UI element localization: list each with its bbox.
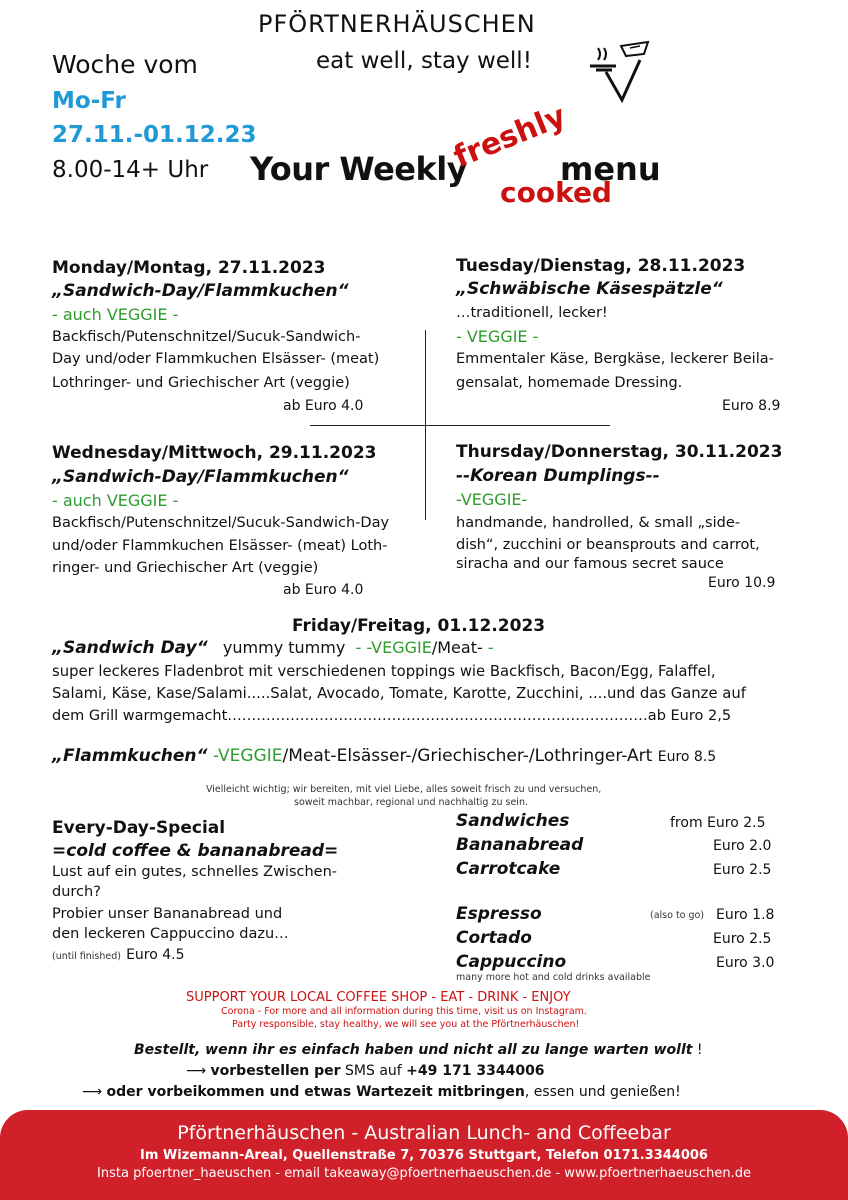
friday-line: dem Grill warmgemacht……………………………………………………………………………ab Euro 2,5 — [52, 708, 732, 724]
thursday-line: handmande, handrolled, & small „side- — [456, 515, 740, 531]
special-until: (until finished) — [52, 951, 121, 962]
friday-heading: Friday/Freitag, 01.12.2023 — [292, 616, 546, 636]
item-price: Euro 2.5 — [713, 931, 772, 947]
support-line: Corona - For more and all information during this time, visit us on Instagram. — [221, 1006, 587, 1017]
order-line-2 — [186, 1063, 545, 1079]
order-text: Bestellt, wenn ihr es einfach haben und nicht all zu lange warten wollt — [134, 1042, 693, 1058]
friday-line: super leckeres Fladenbrot mit verschiedenen toppings wie Backfisch, Bacon/Egg, Falaffel, — [52, 663, 716, 680]
arrow-right-icon: ⟶ — [186, 1063, 207, 1079]
footer-banner — [0, 1110, 848, 1200]
special-line: Probier unser Bananabread und — [52, 906, 283, 922]
monday-veggie: - auch VEGGIE - — [52, 305, 179, 324]
flammkuchen-dish: „Flammkuchen“ — [52, 746, 208, 766]
week-days: Mo-Fr — [52, 88, 126, 114]
friday-dish: „Sandwich Day“ — [52, 638, 208, 658]
special-price: Euro 4.5 — [126, 947, 185, 963]
wednesday-veggie: - auch VEGGIE - — [52, 491, 179, 510]
weekly-title: Your Weekly — [250, 150, 468, 188]
order-preorder: vorbestellen per — [210, 1063, 341, 1079]
thursday-line: dish“, zucchini or beansprouts and carrot, — [456, 537, 760, 553]
freshly-label: freshly — [448, 98, 571, 175]
support-title: SUPPORT YOUR LOCAL COFFEE SHOP - EAT - DRINK - ENJOY — [186, 990, 571, 1005]
footer-address: Im Wizemann-Areal, Quellenstraße 7, 70376 Stuttgart, Telefon 0171.3344006 — [140, 1148, 708, 1163]
cooked-label: cooked — [500, 176, 612, 209]
horizontal-divider — [310, 425, 610, 426]
order-text-end: ! — [692, 1042, 703, 1058]
tuesday-dish: „Schwäbische Käsespätzle“ — [456, 279, 723, 299]
item-name: Cappuccino — [456, 952, 567, 972]
wednesday-price: ab Euro 4.0 — [283, 582, 364, 598]
order-phone: +49 171 3344006 — [406, 1063, 545, 1079]
week-label: Woche vom — [52, 50, 198, 79]
friday-meat: /Meat- — [431, 638, 483, 657]
thursday-line: siracha and our famous secret sauce — [456, 556, 724, 572]
tuesday-intro: …traditionell, lecker! — [456, 305, 608, 321]
flammkuchen-price: Euro 8.5 — [657, 749, 717, 765]
tuesday-veggie: - VEGGIE - — [456, 327, 539, 346]
order-walkin: oder vorbeikommen und etwas Wartezeit mitbringen — [106, 1084, 525, 1100]
monday-heading: Monday/Montag, 27.11.2023 — [52, 258, 326, 278]
footer-contact: Insta pfoertner_haeuschen - email takeaway@pfoertnerhaeuschen.de - www.pfoertnerhaeuschen.de — [97, 1166, 751, 1181]
special-line: Lust auf ein gutes, schnelles Zwischen- — [52, 864, 338, 880]
menu-title: menu — [560, 150, 661, 188]
item-name: Espresso — [456, 904, 542, 924]
drinks-note: many more hot and cold drinks available — [456, 972, 651, 983]
monday-line: Lothringer- und Griechischer Art (veggie) — [52, 375, 350, 391]
item-name: Carrotcake — [456, 859, 561, 879]
tuesday-price: Euro 8.9 — [722, 398, 781, 414]
special-price-row — [52, 944, 185, 963]
friday-line: Salami, Käse, Kase/Salami.....Salat, Avocado, Tomate, Karotte, Zucchini, ....und das Ganze auf — [52, 685, 746, 702]
thursday-veggie: -VEGGIE- — [456, 490, 528, 509]
item-note: (also to go) — [650, 910, 705, 921]
friday-dish-row — [52, 638, 494, 658]
arrow-right-icon: ⟶ — [82, 1084, 103, 1100]
item-price: from Euro 2.5 — [670, 815, 766, 831]
item-price: Euro 2.0 — [713, 838, 772, 854]
friday-veggie: - -VEGGIE — [355, 638, 432, 657]
freshness-note: Vielleicht wichtig; wir bereiten, mit viel Liebe, alles soweit frisch zu und versuchen, — [206, 784, 602, 795]
friday-tags-end: - — [482, 638, 494, 657]
coffee-cup-logo-icon — [586, 40, 666, 110]
item-price: Euro 2.5 — [713, 862, 772, 878]
order-line-1 — [134, 1042, 703, 1058]
thursday-heading: Thursday/Donnerstag, 30.11.2023 — [456, 442, 783, 462]
freshness-note: soweit machbar, regional und nachhaltig zu sein. — [294, 797, 528, 808]
order-sms: SMS auf — [340, 1063, 407, 1079]
wednesday-line: ringer- und Griechischer Art (veggie) — [52, 560, 319, 576]
wednesday-line: und/oder Flammkuchen Elsässer- (meat) Loth- — [52, 538, 388, 554]
support-line: Party responsible, stay healthy, we will see you at the Pförtnerhäuschen! — [232, 1019, 580, 1030]
flammkuchen-row — [52, 746, 716, 766]
tuesday-line: Emmentaler Käse, Bergkäse, leckerer Beila- — [456, 351, 774, 367]
flammkuchen-veggie: -VEGGIE — [212, 746, 283, 766]
item-price: Euro 3.0 — [716, 955, 775, 971]
special-line: den leckeren Cappuccino dazu… — [52, 926, 289, 942]
opening-hours: 8.00-14+ Uhr — [52, 157, 209, 183]
item-name: Sandwiches — [456, 811, 570, 831]
flammkuchen-rest: /Meat-Elsässer-/Griechischer-/Lothringer-Art — [282, 746, 653, 766]
brand-name: PFÖRTNERHÄUSCHEN — [258, 10, 536, 38]
special-subtitle: =cold coffee & bananabread= — [52, 841, 339, 861]
monday-line: Day und/oder Flammkuchen Elsässer- (meat) — [52, 351, 380, 367]
week-dates: 27.11.-01.12.23 — [52, 122, 257, 148]
thursday-price: Euro 10.9 — [708, 575, 776, 591]
item-name: Bananabread — [456, 835, 584, 855]
order-line-3 — [82, 1084, 681, 1100]
wednesday-heading: Wednesday/Mittwoch, 29.11.2023 — [52, 443, 377, 463]
item-price: Euro 1.8 — [716, 907, 775, 923]
special-title: Every-Day-Special — [52, 818, 226, 838]
tuesday-heading: Tuesday/Dienstag, 28.11.2023 — [456, 256, 746, 276]
footer-title: Pförtnerhäuschen - Australian Lunch- and Coffeebar — [177, 1122, 671, 1144]
friday-tummy: yummy tummy — [222, 638, 346, 657]
order-walkin-end: , essen und genießen! — [524, 1084, 681, 1100]
monday-dish: „Sandwich-Day/Flammkuchen“ — [52, 281, 349, 301]
wednesday-line: Backfisch/Putenschnitzel/Sucuk-Sandwich-Day — [52, 515, 390, 531]
special-line: durch? — [52, 884, 101, 900]
item-name: Cortado — [456, 928, 532, 948]
slogan: eat well, stay well! — [316, 48, 532, 74]
monday-line: Backfisch/Putenschnitzel/Sucuk-Sandwich- — [52, 329, 361, 345]
thursday-dish: --Korean Dumplings-- — [456, 466, 660, 486]
monday-price: ab Euro 4.0 — [283, 398, 364, 414]
tuesday-line: gensalat, homemade Dressing. — [456, 375, 683, 391]
wednesday-dish: „Sandwich-Day/Flammkuchen“ — [52, 467, 349, 487]
